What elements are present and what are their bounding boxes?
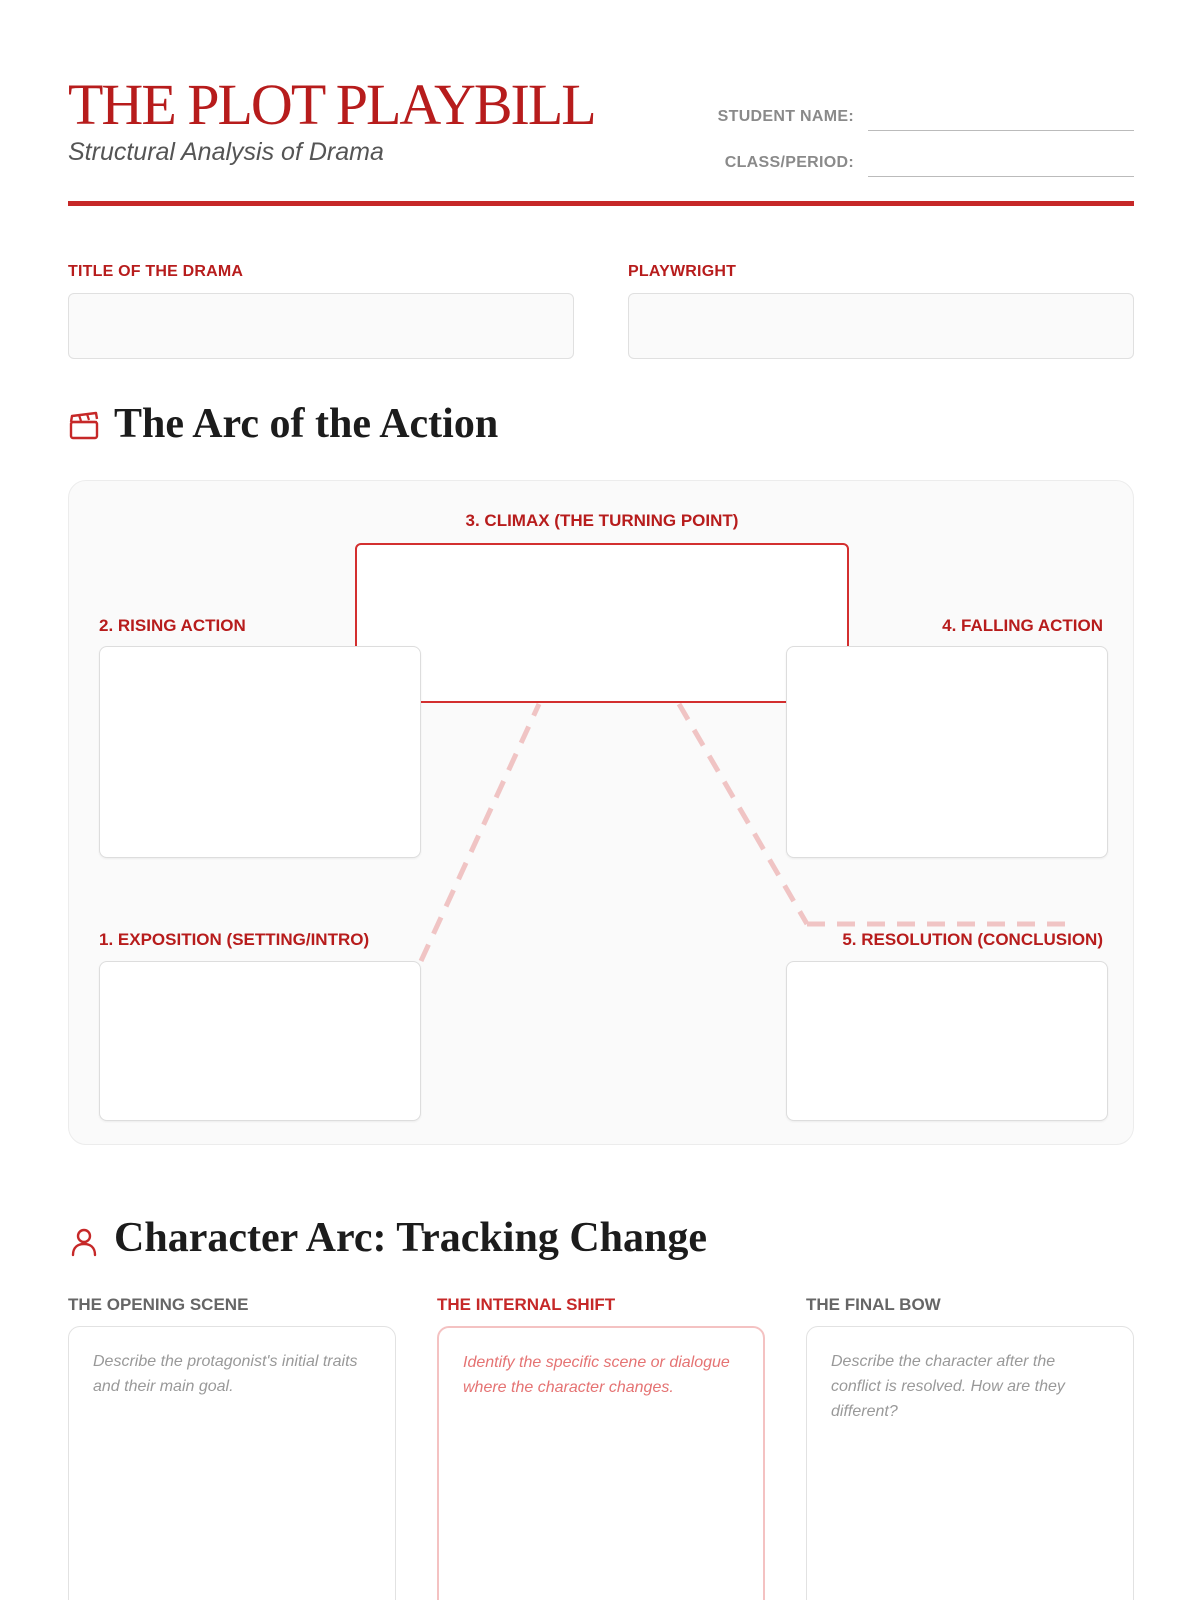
- student-name-label: STUDENT NAME:: [717, 108, 854, 125]
- final-bow-label: THE FINAL BOW: [806, 1295, 941, 1314]
- student-name-row: [708, 98, 1134, 132]
- exposition-label: 1. EXPOSITION (SETTING/INTRO): [99, 930, 370, 949]
- page-subtitle: Structural Analysis of Drama: [68, 138, 384, 166]
- internal-shift-label: THE INTERNAL SHIFT: [437, 1295, 616, 1314]
- page-title: THE PLOT PLAYBILL: [68, 72, 595, 137]
- opening-scene-label: THE OPENING SCENE: [68, 1295, 249, 1314]
- person-icon: [68, 1226, 100, 1258]
- rising-action-label: 2. RISING ACTION: [99, 616, 246, 635]
- drama-title-input[interactable]: [68, 293, 574, 359]
- rising-action-input[interactable]: [99, 646, 421, 858]
- arc-section-heading: The Arc of the Action: [114, 401, 499, 447]
- internal-shift-prompt: Identify the specific scene or dialogue where the character changes.: [463, 1354, 730, 1396]
- playwright-input[interactable]: [628, 293, 1134, 359]
- opening-scene-prompt: Describe the protagonist's initial traits and their main goal.: [93, 1353, 358, 1395]
- student-name-input[interactable]: [868, 130, 1134, 131]
- climax-label: 3. CLIMAX (THE TURNING POINT): [465, 511, 739, 530]
- character-section-heading: Character Arc: Tracking Change: [114, 1215, 708, 1261]
- falling-action-input[interactable]: [786, 646, 1108, 858]
- opening-scene-input[interactable]: [68, 1326, 396, 1600]
- class-period-row: [708, 144, 1134, 178]
- playwright-label: PLAYWRIGHT: [628, 263, 737, 280]
- rising-dashed-line: [421, 704, 539, 961]
- climax-input[interactable]: [355, 543, 849, 703]
- falling-action-label: 4. FALLING ACTION: [942, 616, 1103, 635]
- clapperboard-icon: [68, 410, 100, 442]
- final-bow-prompt: Describe the character after the conflict is resolved. How are they different?: [831, 1353, 1065, 1420]
- resolution-input[interactable]: [786, 961, 1108, 1121]
- class-period-label: CLASS/PERIOD:: [724, 154, 854, 171]
- header-divider: [68, 201, 1134, 206]
- plot-arc-panel: [68, 480, 1134, 1145]
- resolution-label: 5. RESOLUTION (CONCLUSION): [842, 930, 1103, 949]
- final-bow-input[interactable]: [806, 1326, 1134, 1600]
- internal-shift-input[interactable]: [437, 1326, 765, 1600]
- drama-title-label: TITLE OF THE DRAMA: [68, 263, 244, 280]
- exposition-input[interactable]: [99, 961, 421, 1121]
- page-header: [68, 72, 1134, 208]
- class-period-input[interactable]: [868, 176, 1134, 177]
